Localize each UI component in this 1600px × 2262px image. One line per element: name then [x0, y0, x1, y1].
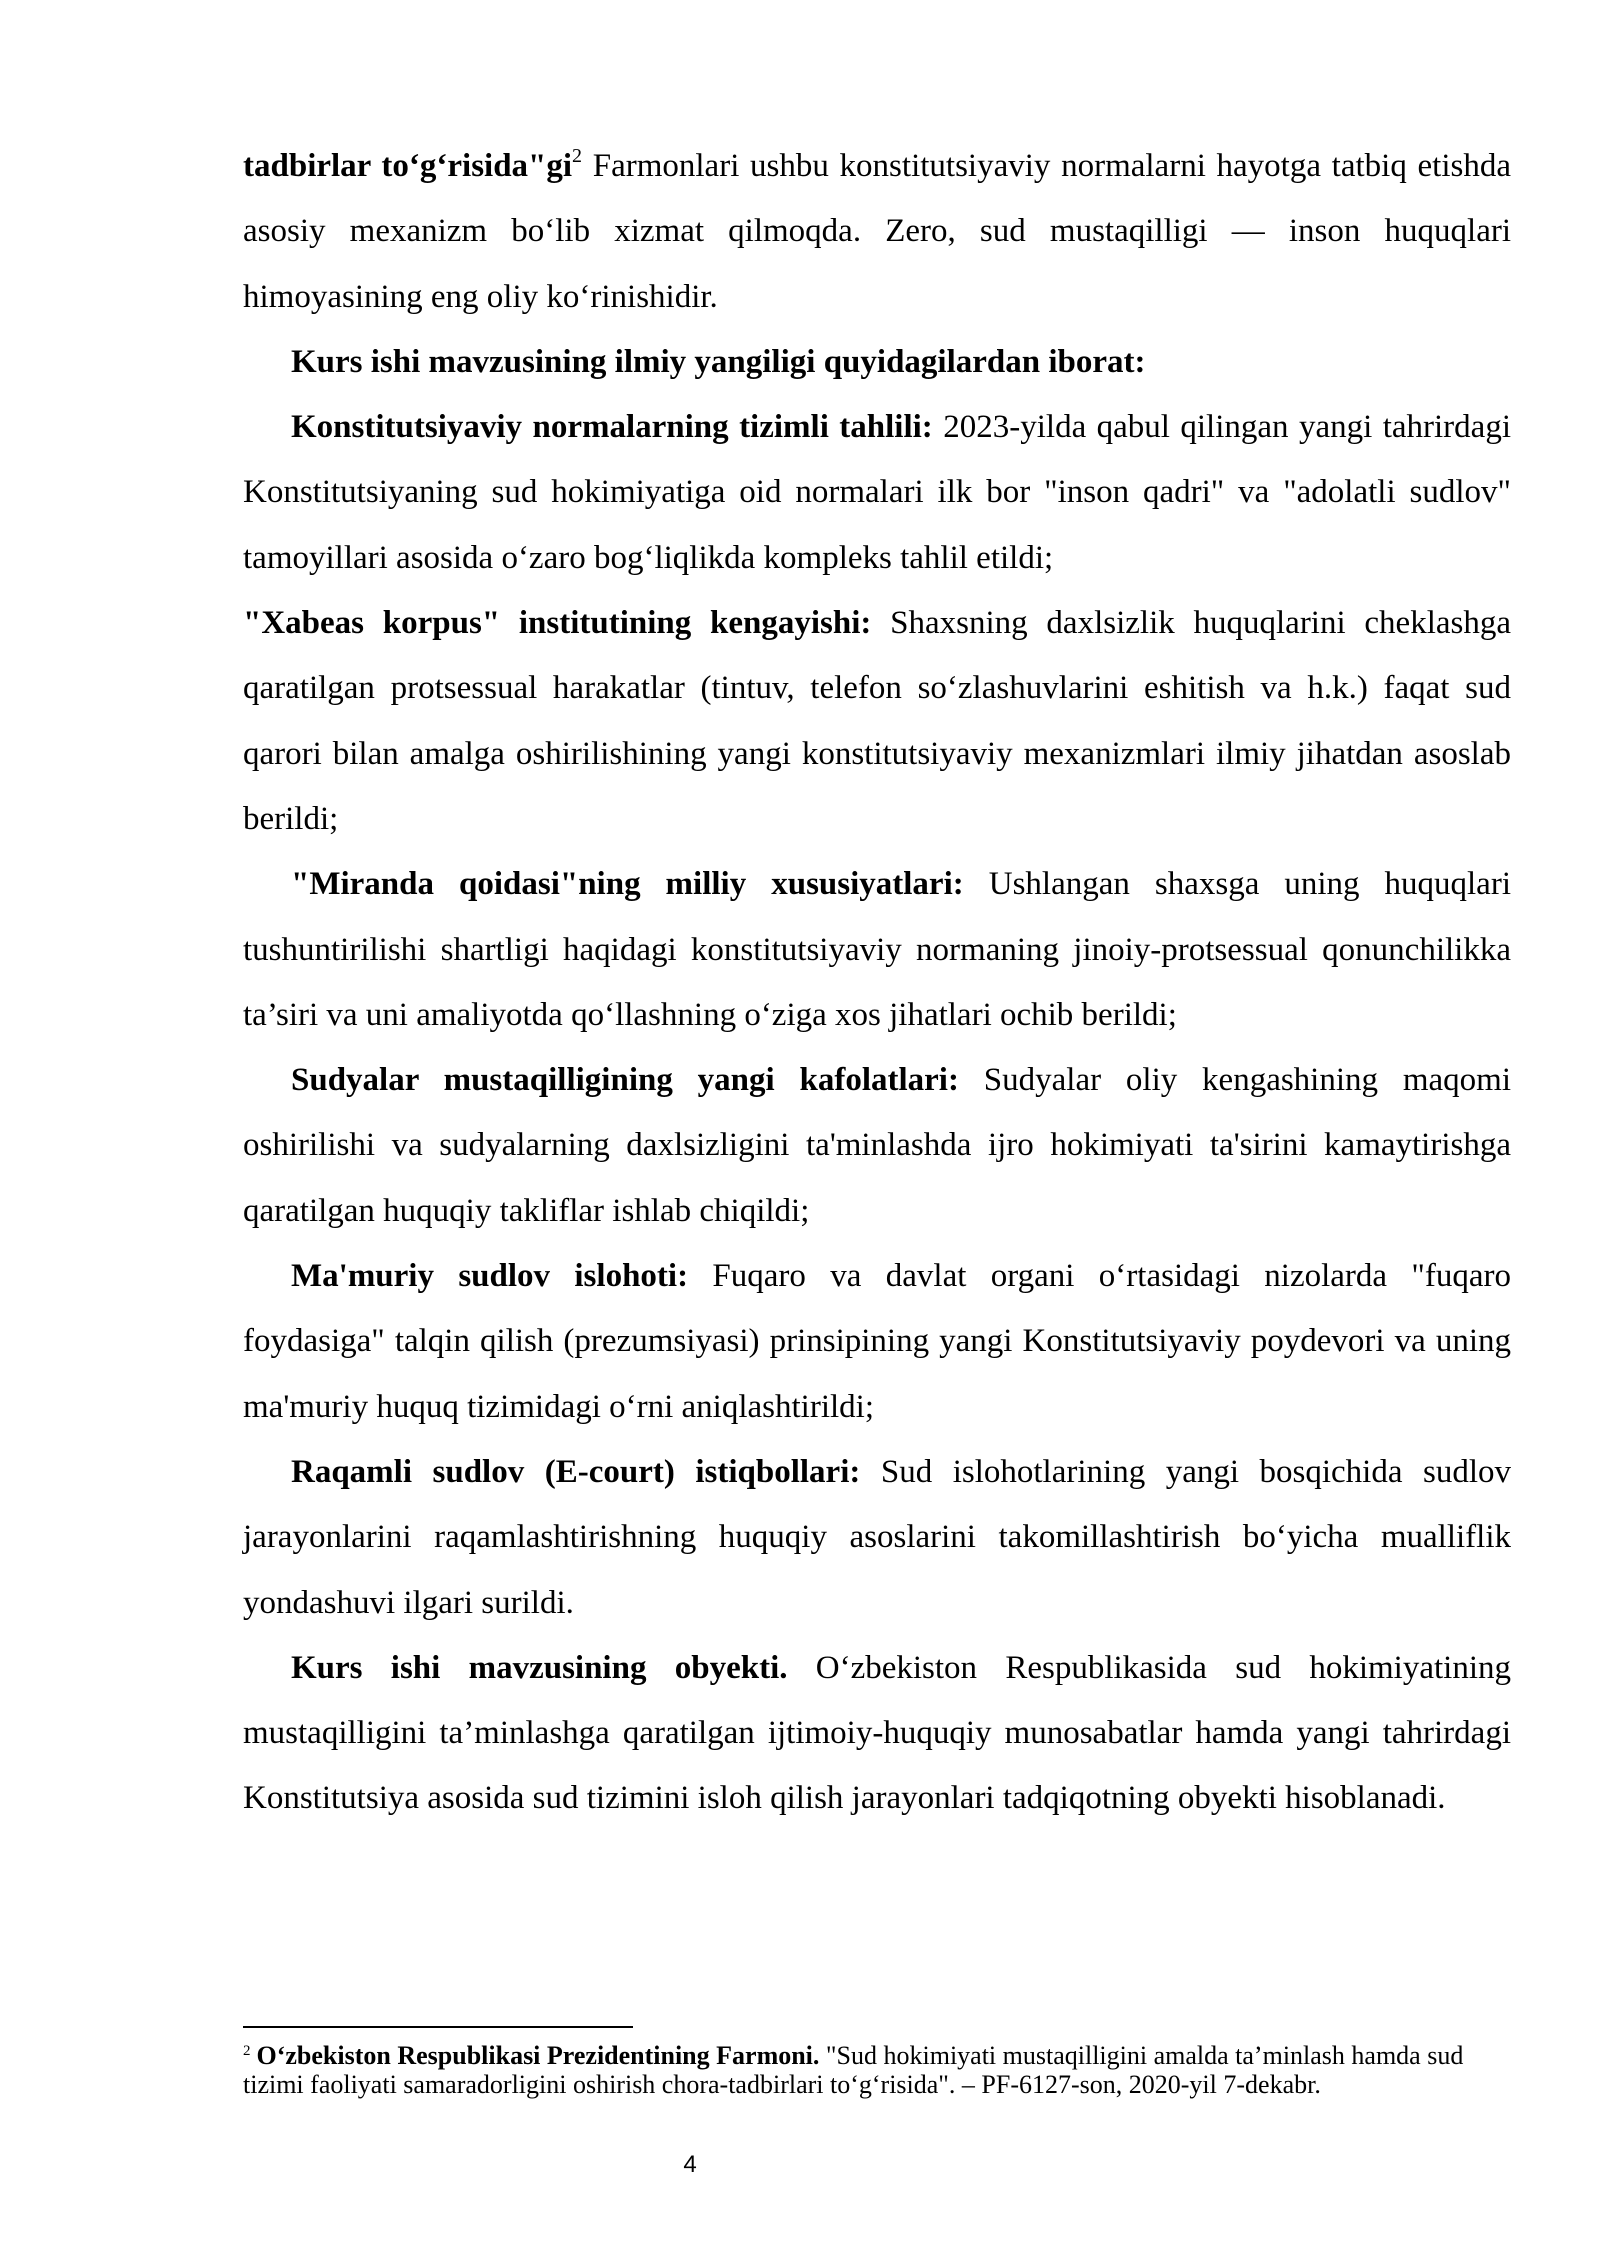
- paragraph-text: Shaxsning daxlsizlik huquqlarini cheklashga qaratilgan protsessual harakatlar (tintuv, telefon so‘zlashuvlarini eshitish va h.k.) faqat sud qarori bilan amalga oshirilishining yangi konstitutsiyaviy mexanizmlari ilmiy jihatdan asoslab berildi;: [243, 605, 1511, 837]
- paragraph-text: Sudyalar oliy kengashining maqomi oshirilishi va sudyalarning daxlsizligini ta'minlashda ijro hokimiyati ta'sirini kamaytirishga qaratilgan huquqiy takliflar ishlab chiqildi;: [243, 1062, 1511, 1229]
- paragraph-lead: "Xabeas korpus" institutining kengayishi:: [243, 605, 872, 642]
- paragraph-continuation: [243, 134, 1511, 330]
- paragraph-judicial-independence: [243, 1048, 1511, 1244]
- paragraph-lead: tadbirlar to‘g‘risida"gi: [243, 148, 573, 184]
- paragraph-text: O‘zbekiston Respublikasida sud hokimiyatining mustaqilligini ta’minlashga qaratilgan ijtimoiy-huquqiy munosabatlar hamda yangi tahrirdagi Konstitutsiya asosida sud tizimini isloh qilish jarayonlari tadqiqotning obyekti hisoblanadi.: [243, 1649, 1511, 1817]
- paragraph-lead: Kurs ishi mavzusining ilmiy yangiligi quyidagilardan iborat:: [291, 343, 1146, 380]
- footnote-text: "Sud hokimiyati mustaqilligini amalda ta’minlash hamda sud tizimi faoliyati samaradorligini oshirish chora-tadbirlari to‘g‘risida". – PF-6127-son, 2020-yil 7-dekabr.: [243, 2041, 1464, 2099]
- paragraph-e-court: [243, 1440, 1511, 1636]
- paragraph-lead: Raqamli sudlov (E-court) istiqbollari:: [291, 1453, 861, 1490]
- paragraph-text: 2023-yilda qabul qilingan yangi tahrirdagi Konstitutsiyaning sud hokimiyatiga oid normalari ilk bor "inson qadri" va "adolatli sudlov" tamoyillari asosida o‘zaro bog‘liqlikda kompleks tahlil etildi;: [243, 409, 1511, 576]
- paragraph-text: Farmonlari ushbu konstitutsiyaviy normalarni hayotga tatbiq etishda asosiy mexanizm bo‘lib xizmat qilmoqda. Zero, sud mustaqilligi — inson huquqlari himoyasining eng oliy ko‘rinishidir.: [243, 148, 1511, 315]
- paragraph-research-object: [243, 1636, 1511, 1832]
- paragraph-administrative-reform: [243, 1244, 1511, 1440]
- paragraph-lead: Kurs ishi mavzusining obyekti.: [291, 1649, 788, 1686]
- paragraph-text: Fuqaro va davlat organi o‘rtasidagi nizolarda "fuqaro foydasiga" talqin qilish (prezumsiyasi) prinsipining yangi Konstitutsiyaviy poydevori va uning ma'muriy huquq tizimidagi o‘rni aniqlashtirildi;: [243, 1258, 1511, 1425]
- paragraph-text: Sud islohotlarining yangi bosqichida sudlov jarayonlarini raqamlashtirishning huquqiy asoslarini takomillashtirish bo‘yicha mualliflik yondashuvi ilgari surildi.: [243, 1453, 1511, 1621]
- footnote: [243, 2041, 1511, 2099]
- footnote-reference: 2: [572, 145, 583, 167]
- paragraph-miranda-rule: [243, 852, 1511, 1048]
- paragraph-lead: Konstitutsiyaviy normalarning tizimli tahlili:: [291, 409, 933, 446]
- paragraph-text: Ushlangan shaxsga uning huquqlari tushuntirilishi shartligi haqidagi konstitutsiyaviy normaning jinoiy-protsessual qonunchilikka ta’siri va uni amaliyotda qo‘llashning o‘ziga xos jihatlari ochib berildi;: [243, 866, 1511, 1033]
- paragraph-habeas-corpus: [243, 591, 1511, 852]
- paragraph-constitutional-analysis: [243, 395, 1511, 591]
- section-heading-novelty: [243, 330, 1511, 395]
- footnote-separator: [243, 2026, 633, 2028]
- paragraph-lead: "Miranda qoidasi"ning milliy xususiyatlari:: [291, 866, 964, 903]
- paragraph-lead: Ma'muriy sudlov islohoti:: [291, 1258, 689, 1295]
- paragraph-lead: Sudyalar mustaqilligining yangi kafolatlari:: [291, 1062, 959, 1099]
- footnote-lead: O‘zbekiston Respublikasi Prezidentining Farmoni.: [256, 2041, 820, 2070]
- body-text: [243, 134, 1511, 1832]
- page-number: 4: [683, 2151, 697, 2178]
- footnote-mark: 2: [243, 2043, 251, 2059]
